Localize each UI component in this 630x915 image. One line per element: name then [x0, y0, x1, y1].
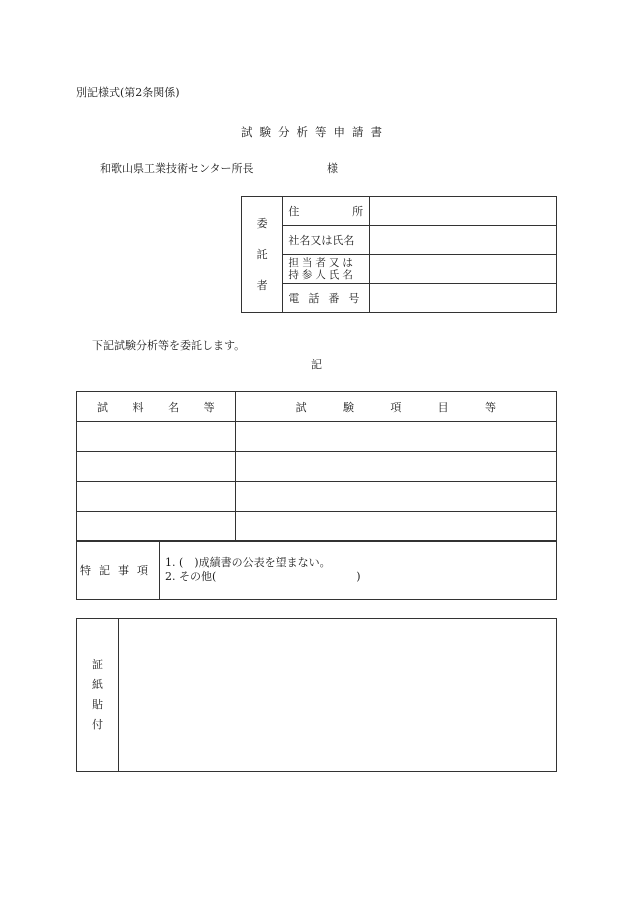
revenue-stamp-table	[76, 618, 557, 772]
name-label: 社名又は氏名	[283, 226, 370, 255]
header-char: 試	[295, 400, 307, 414]
header-char: 等	[203, 400, 215, 414]
addressee: 和歌山県工業技術センター所長	[100, 162, 254, 175]
requester-heading	[242, 197, 283, 313]
table-row	[77, 422, 557, 452]
table-row	[77, 512, 557, 542]
requester-table	[241, 196, 557, 313]
contact-person-field[interactable]	[370, 255, 557, 284]
option-no-publish[interactable]: 1. ( )成績書の公表を望まない。	[165, 556, 331, 569]
requester-heading-char: 委	[256, 217, 268, 230]
header-char: 等	[484, 400, 496, 414]
special-notes-table	[76, 540, 557, 600]
stamp-label-char: 貼	[92, 698, 103, 711]
test-items-cell[interactable]	[235, 422, 556, 452]
special-notes-label-text: 特記事項	[80, 564, 156, 577]
request-statement: 下記試験分析等を委託します。	[92, 339, 246, 352]
address-label-b: 所	[352, 205, 364, 218]
note-marker: 記	[311, 358, 322, 371]
table-row	[77, 452, 557, 482]
test-items-cell[interactable]	[235, 482, 556, 512]
address-field[interactable]	[370, 197, 557, 226]
stamp-label-char: 付	[92, 718, 103, 731]
option-other-suffix: )	[356, 570, 361, 583]
document-title: 試験分析等申請書	[241, 125, 389, 139]
requester-heading-char: 者	[256, 279, 268, 292]
table-row	[77, 482, 557, 512]
header-char: 名	[168, 400, 180, 414]
sample-name-cell[interactable]	[77, 512, 236, 542]
special-notes-options	[160, 541, 557, 600]
address-label	[283, 197, 370, 226]
header-char: 料	[132, 400, 144, 414]
sample-name-cell[interactable]	[77, 422, 236, 452]
sample-name-header	[77, 392, 236, 422]
special-notes-label	[77, 541, 160, 600]
revenue-stamp-label	[77, 619, 119, 772]
phone-label	[283, 284, 370, 313]
form-reference: 別記様式(第2条関係)	[76, 86, 180, 99]
contact-person-line2: 持参人氏名	[288, 269, 356, 281]
name-field[interactable]	[370, 226, 557, 255]
samples-table	[76, 391, 557, 542]
requester-heading-char: 託	[256, 248, 268, 261]
test-items-cell[interactable]	[235, 512, 556, 542]
header-char: 験	[342, 400, 354, 414]
header-char: 目	[437, 400, 449, 414]
address-label-a: 住	[288, 205, 300, 218]
honorific: 様	[327, 162, 338, 175]
sample-name-cell[interactable]	[77, 452, 236, 482]
revenue-stamp-area[interactable]	[119, 619, 557, 772]
contact-person-label	[283, 255, 370, 284]
header-char: 項	[390, 400, 402, 414]
contact-person-line1: 担当者又は	[288, 257, 356, 269]
header-char: 試	[97, 400, 108, 414]
option-other-prefix: 2. その他(	[165, 570, 217, 583]
test-items-cell[interactable]	[235, 452, 556, 482]
phone-field[interactable]	[370, 284, 557, 313]
phone-label-text: 電話番号	[288, 292, 369, 305]
sample-name-cell[interactable]	[77, 482, 236, 512]
test-items-header	[235, 392, 556, 422]
option-other[interactable]	[165, 570, 556, 584]
stamp-label-char: 紙	[92, 678, 103, 691]
stamp-label-char: 証	[92, 658, 103, 671]
